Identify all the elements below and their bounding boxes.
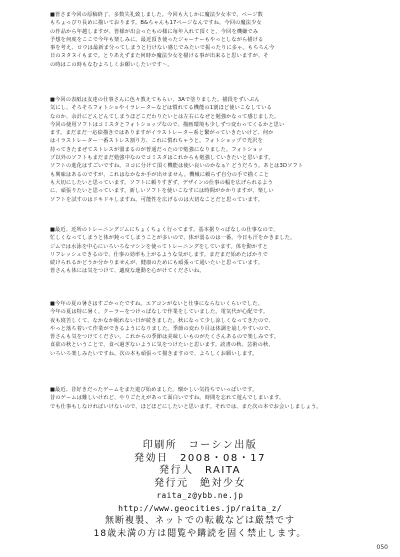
paragraph-line: ■皆さま今回の原稿終了、多数失礼致しました。今回も大しかに魔法少女本で、ページ数 — [50, 12, 264, 18]
paragraph-line: 皆さんも体には気をつけて、適度な運動を心がけてくださいね。 — [50, 268, 205, 275]
postscript-paragraph-3 — [50, 226, 360, 276]
paragraph-line: 今回の使用ソフトはコミスタとフォトショップなので、描画環境も少しずつ変わってくるかと思い — [50, 121, 285, 128]
paragraph-line: 今年の夏は特に暑く、クーラーをつけっぱなしで作業をしていました。電気代が心配です。 — [50, 309, 269, 316]
contact-email: raita_z@ybb.ne.jp — [156, 491, 244, 500]
paragraph-line: 続けられるかどうか分かりませんが、健康のためにも頑張って通いたいと思っています。 — [50, 260, 264, 267]
paragraph-line: 夜も寝苦しくて、なかなか眠れない日が続きました。秋になって少し涼しくなってきたので、 — [50, 317, 274, 324]
paragraph-line: 食欲の秋ということで、食べ過ぎないように気をつけたいと思います。読書の秋、芸術の秋、 — [50, 342, 274, 349]
paragraph-line: 気にし、そろそろフォトショやイラレーターなどは慣れてる機能の1割ほど使いこなしている — [50, 105, 272, 112]
paragraph-line: ■最近、近所のトレーニングジムにちょくちょく行ってます。基本据りっぱなしの仕事なので、 — [50, 227, 279, 233]
paragraph-line: でも仕事もしなければいけないので、ほどほどにしたいと思います。それでは、また次の本でお会いしましょう。 — [50, 403, 322, 410]
paragraph-line: ソフトの進化はすごいですね。ヨコに分けて頂く機能は使い良いのかなぁ？どうだろう。あとは3Dソフト — [50, 163, 304, 170]
postscript-paragraph-4 — [50, 300, 360, 358]
publisher-line: 発行人 RAITA — [158, 465, 241, 476]
paragraph-line: やっと落ち着いて作業ができるようになりました。季節の変わり目は体調を崩しやすいので、 — [50, 325, 275, 332]
paragraph-line: なのか、余計にどんどんてしまうほどこだわりたいとは左右になぜと勉強かなって感じました。 — [50, 113, 280, 120]
paragraph-line: もちょっぴり長めに描いております。B&ちゃんも17ページなんですね。今回の魔法少女 — [50, 20, 262, 27]
paragraph-line: ■最近、昔好きだったゲームをまた遊び始めました。懐かしい気持ちでいっぱいです。 — [50, 387, 258, 393]
paragraph-line: 皆さんも気をつけてください。これからの季節は美味しいものがたくさんあるので楽しみです。 — [50, 334, 280, 341]
paragraph-line: 日のヌタヌイもまで。とりあえずまた何時か魔法少女を描ける事が出来ると思いますが、そ — [50, 53, 269, 60]
paragraph-line: ■今回の表紙は友達の仕事さんに色々教えてもらい、3Aで塗りました。描段をずいぶん — [50, 97, 260, 103]
postscript-paragraph-2 — [50, 96, 360, 204]
printer-line: 印刷所 コーシン出版 — [142, 440, 258, 451]
paragraph-line: ジムでは水泳を中心にいろいろなマシンを使ってトレーニングをしています。体を動かすと — [50, 243, 268, 250]
paragraph-line: も大切にしたいと思っています。ソフトに頼りすぎず、デザインの仕事の幅を広げられるよう — [50, 179, 273, 186]
postscript-paragraph-1 — [50, 11, 360, 69]
origin-line: 発行元 絶対少女 — [154, 477, 246, 489]
paragraph-line: 事を考え、ロウは最新ま分ってしまうと行けない感じでみたいで振ったりに多ゃ。もちろん今 — [50, 45, 275, 52]
paragraph-line: の時はこの時もなむよろしくお願いしたいです～。 — [50, 61, 173, 68]
website-url: http://www.geocities.jp/raita_z/ — [118, 503, 282, 513]
paragraph-line: 持ってきたまぜてストレスが溜まるのが普通だったので勉強になりました。フォトショッ — [50, 146, 263, 153]
issue-date-line: 発効日 2008・08・17 — [134, 452, 266, 464]
copyright-notice: 無断複製、ネットでの転載などは厳禁です — [104, 516, 295, 526]
paragraph-line: はイラストレーター一番ストレス割り方、これに慣れちゃうと。フォトショップで光沢を — [50, 138, 263, 145]
paragraph-line: 昔のゲームは難しいけれど、やりごたえがあって面白いですね。時間を忘れて遊んでしまいます。 — [50, 395, 285, 402]
paragraph-line: いろいろ楽しみたいですね。次の本も頑張って描きますので、よろしくお願いします。 — [50, 350, 258, 357]
paragraph-line: ■今年の夏の暑さはすごかったですね。エアコンがないと仕事にならないくらいでした。 — [50, 301, 263, 307]
paragraph-line: ソフトを試すのはドキドキしますね。可能性を広げるのは大切なことだと思っています。 — [50, 196, 264, 203]
paragraph-line: ます。まだまだ一応絵描きではありますがイラストレーター系と繋がっていきたいけど、何か — [50, 130, 274, 137]
paragraph-line: リフレッシュできるので、仕事の効率も上がるような気がします。まだまだ始めたばかりで — [50, 251, 268, 258]
paragraph-line: プ以外のソフトもまだまだ勉強中なのでコミスタはこれからも勉強していきたいと思います。 — [50, 155, 274, 162]
page-number: 050 — [376, 544, 388, 551]
paragraph-line: も興味はあるのですが、これはなかなか手が出せません。機械に頼らず自分の手で描くこと — [50, 171, 270, 178]
paragraph-line: 予想を何度をここで今年も楽しみに。最近頂き使ったジャーナーもやっとしながら描ける — [50, 36, 264, 43]
colophon — [0, 440, 400, 540]
paragraph-line: 忙しくなってしまうと体が鈍ってしまうことが多いので、体が弱るのは一番。今日も汗をかきました。 — [50, 235, 296, 242]
age-restriction-notice: 18歳未満の方は閲覧や購読を固く禁止します。 — [93, 528, 307, 539]
paragraph-line: に、頑張りたいと思っています。新しいソフトを使いこなすには時間がかかりますが、楽しい — [50, 188, 274, 195]
paragraph-line: の作品から年越しますが、皆様が出会ったもの様に毎年入れて頂くと、今回を機嫌でみ — [50, 28, 259, 35]
postscript-paragraph-5 — [50, 386, 360, 411]
